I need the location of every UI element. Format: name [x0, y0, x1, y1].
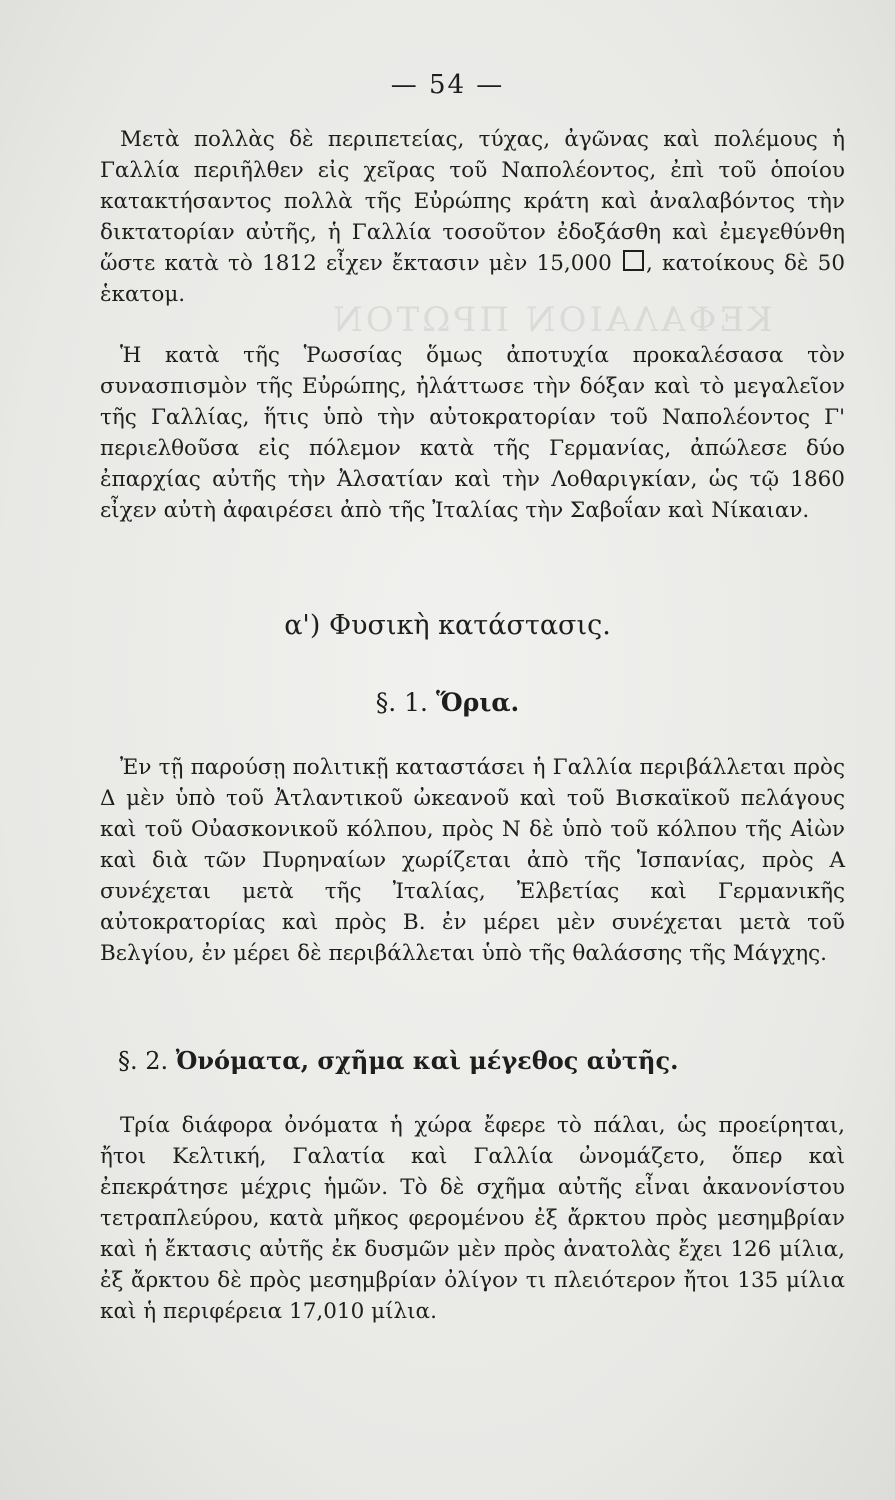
section-title: Ὀνόματα, σχῆμα καὶ μέγεθος αὐτῆς.: [175, 1046, 679, 1075]
section-heading-borders: [0, 688, 895, 717]
section-title: Ὅρια.: [435, 688, 520, 717]
square-miles-symbol-icon: [623, 250, 644, 271]
paragraph-napoleon: [100, 124, 845, 310]
paragraph-russia: [100, 340, 845, 526]
paragraph-names-shape: [100, 1110, 845, 1327]
paragraph-text: Ἡ κατὰ τῆς Ῥωσσίας ὅμως ἀποτυχία προκαλέσασα τὸν συνασπισμὸν τῆς Εὐρώπης, ἠλάττωσε τὴν δόξαν καὶ τὸ μεγαλεῖον τῆς Γαλλίας, ἥτις ὑπὸ τὴν αὐτοκρατορίαν τοῦ Ναπολέοντος Γ' περιελθοῦσα εἰς πόλεμον κατὰ τῆς Γερμανίας, ἀπώλεσε δύο ἐπαρχίας αὐτῆς τὴν Ἀλσατίαν καὶ τὴν Λοθαριγκίαν, ὡς τῷ 1860 εἶχεν αὐτὴ ἀφαιρέσει ἀπὸ τῆς Ἰταλίας τὴν Σαβοΐαν καὶ Νίκαιαν.: [100, 343, 845, 523]
subtitle-physical-state: α') Φυσικὴ κατάστασις.: [284, 610, 611, 641]
paragraph-text: Τρία διάφορα ὀνόματα ἡ χώρα ἔφερε τὸ πάλαι, ὡς προείρηται, ἤτοι Κελτική, Γαλατία καὶ Γαλλία ὠνομάζετο, ὅπερ καὶ ἐπεκράτησε μέχρις ἡμῶν. Τὸ δὲ σχῆμα αὐτῆς εἶναι ἀκανονίστου τετραπλεύρου, κατὰ μῆκος φερομένου ἐξ ἄρκτου πρὸς μεσημβρίαν καὶ ἡ ἔκτασις αὐτῆς ἐκ δυσμῶν μὲν πρὸς ἀνατολὰς ἔχει 126 μίλια, ἐξ ἄρκτου δὲ πρὸς μεσημβρίαν ὀλίγον τι πλειότερον ἤτοι 135 μίλια καὶ ἡ περιφέρεια 17,010 μίλια.: [100, 1113, 845, 1324]
bleed-through-text: ΚΕΦΑΛΑΙΟΝ ΠΡΩΤΟΝ: [330, 300, 773, 340]
paragraph-borders: [100, 752, 845, 969]
section-number: §. 2.: [118, 1047, 169, 1075]
paragraph-text: Ἐν τῇ παρούσῃ πολιτικῇ καταστάσει ἡ Γαλλία περιβάλλεται πρὸς Δ μὲν ὑπὸ τοῦ Ἀτλαντικοῦ ὠκεανοῦ καὶ τοῦ Βισκαϊκοῦ πελάγους καὶ τοῦ Οὐασκονικοῦ κόλπου, πρὸς Ν δὲ ὑπὸ τοῦ κόλπου τῆς Αἰὼν καὶ διὰ τῶν Πυρηναίων χωρίζεται ἀπὸ τῆς Ἱσπανίας, πρὸς Α συνέχεται μετὰ τῆς Ἰταλίας, Ἐλβετίας καὶ Γερμανικῆς αὐτοκρατορίας καὶ πρὸς Β. ἐν μέρει μὲν συνέχεται μετὰ τοῦ Βελγίου, ἐν μέρει δὲ περιβάλλεται ὑπὸ τῆς θαλάσσης τῆς Μάγχης.: [100, 755, 845, 966]
paragraph-text: [100, 124, 845, 310]
paragraph-text-part2: , κατοίκους δὲ 50 ἑκατομ.: [100, 251, 846, 307]
paragraph-text-part1: Μετὰ πολλὰς δὲ περιπετείας, τύχας, ἀγῶνας καὶ πολέμους ἡ Γαλλία περιῆλθεν εἰς χεῖρας τοῦ Ναπολέοντος, ἐπὶ τοῦ ὁποίου κατακτήσαντος πολλὰ τῆς Εὐρώπης κράτη καὶ ἀναλαβόντος τὴν δικτατορίαν αὐτῆς, ἡ Γαλλία τοσοῦτον ἐδοξάσθη καὶ ἐμεγεθύνθη ὥστε κατὰ τὸ 1812 εἶχεν ἔκτασιν μὲν 15,000: [100, 127, 845, 276]
section-number: §. 1.: [375, 688, 428, 717]
section-heading-names-shape: [118, 1046, 818, 1075]
page-number: — 54 —: [390, 70, 505, 100]
